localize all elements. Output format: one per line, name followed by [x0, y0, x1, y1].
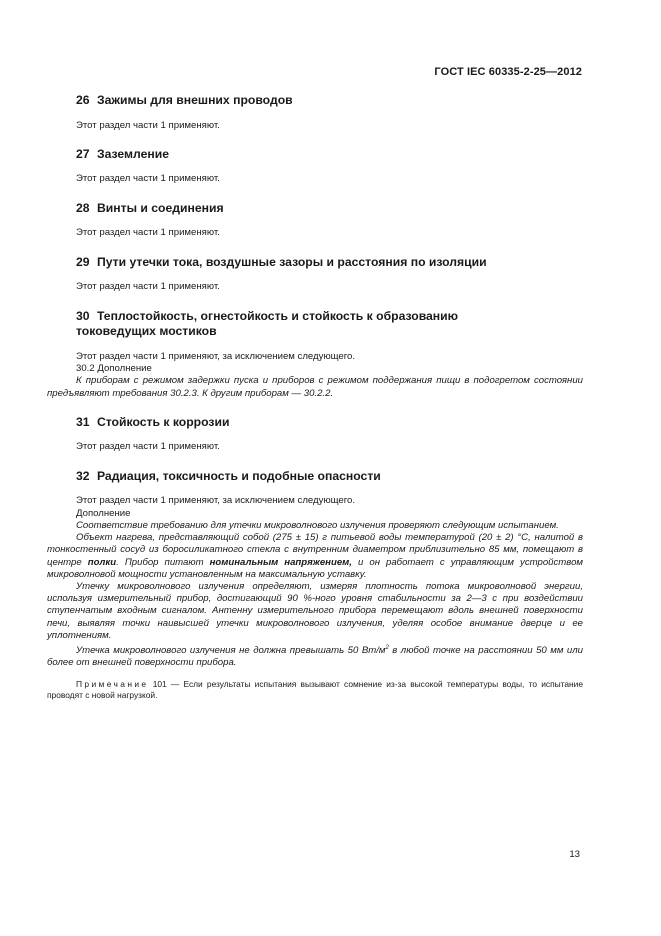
- page-number: 13: [569, 849, 580, 860]
- paragraph-measurement: Утечку микроволнового излучения определяют, измеряя плотность потока микроволновой энергии, используя измерительный прибор, достигающий 90 %-ного уровня стабильности за 2—3 с при воздействии ступенчатым входным сигналом. Антенну измерительного прибора перемещают вдоль внешней поверхности печи, выявляя точки наивысшей утечки микроволнового излучения, уделяя особое внимание дверце и ее уплотнениям.: [47, 581, 583, 641]
- paragraph-load: Объект нагрева, представляющий собой (275 ± 15) г питьевой воды температурой (20 ± 2) °С, налитой в тонкостенный сосуд из боросиликатного стекла с внутренним диаметром приблизительно 85 мм, помещают в центре полки. Прибор питают номинальным напряжением, и он работает с управляющим устройством микроволновой мощности установленным на максимальную уставку.: [47, 532, 584, 580]
- subclause-32-addition: Дополнение: [76, 507, 131, 519]
- paragraph-limit: Утечка микроволнового излучения не должна превышать 50 $Вт/м^2$ в любой точке на расстоянии 50 мм или более от внешней поверхности прибора.: [47, 645, 583, 669]
- section-heading-28: 28 Винты и соединения: [76, 200, 224, 215]
- section-heading-30: 30 Теплостойкость, огнестойкость и стойкость к образованию токоведущих мостиков: [76, 308, 459, 339]
- section-heading-31: 31 Стойкость к коррозии: [76, 414, 230, 429]
- section-text-30: Этот раздел части 1 применяют, за исключением следующего.: [76, 350, 356, 362]
- section-text-32: Этот раздел части 1 применяют, за исключением следующего.: [76, 495, 356, 507]
- section-heading-27: 27 Заземление: [76, 146, 170, 161]
- note-101: Примечание 101 — Если результаты испытания вызывают сомнение из-за высокой температуры воды, то испытание проводят с новой нагрузкой.: [47, 678, 583, 700]
- section-heading-26: 26 Зажимы для внешних проводов: [76, 93, 293, 107]
- section-heading-32: 32 Радиация, токсичность и подобные опасности: [76, 468, 381, 483]
- subclause-30-2: 30.2 Дополнение: [76, 363, 152, 375]
- section-heading-29: 29 Пути утечки тока, воздушные зазоры и расстояния по изоляции: [76, 254, 487, 269]
- subclause-30-2-text: К приборам с режимом задержки пуска и приборов с режимом поддержания пищи в подогретом состоянии предъявляют требования 30.2.3. К другим приборам — 30.2.2.: [47, 375, 583, 399]
- page-content: [47, 93, 583, 701]
- section-text-29: Этот раздел части 1 применяют.: [76, 281, 220, 293]
- term-rated-voltage: номинальным напряжением,: [209, 556, 352, 568]
- section-text-31: Этот раздел части 1 применяют.: [76, 441, 220, 453]
- section-text-27: Этот раздел части 1 применяют.: [76, 173, 220, 185]
- section-text-26: Этот раздел части 1 применяют.: [76, 119, 220, 131]
- document-code: ГОСТ IEC 60335-2-25—2012: [434, 66, 582, 78]
- paragraph-compliance: Соответствие требованию для утечки микроволнового излучения проверяют следующим испытанием.: [76, 520, 559, 532]
- section-text-28: Этот раздел части 1 применяют.: [76, 227, 220, 239]
- term-shelf: полки: [87, 556, 117, 568]
